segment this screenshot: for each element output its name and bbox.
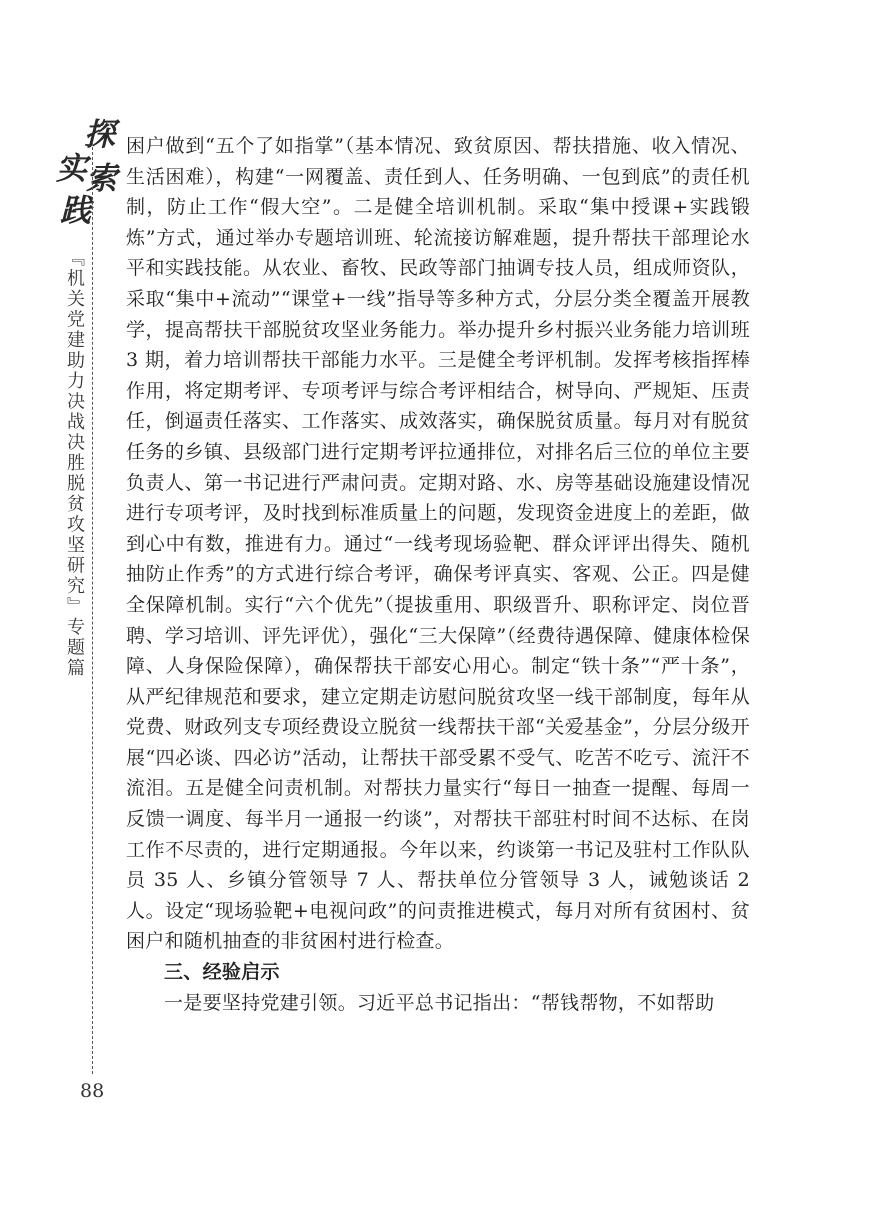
- page-number: 88: [80, 1080, 105, 1102]
- brand-char-suo: 索: [86, 161, 117, 197]
- paragraph: 一是要坚持党建引领。习近平总书记指出：“帮钱帮物，不如帮助: [164, 991, 715, 1014]
- section-heading: 三、经验启示: [164, 961, 280, 984]
- brand-char-jian: 践: [60, 193, 91, 229]
- paragraph: 困户做到“五个了如指掌”（基本情况、致贫原因、帮扶措施、收入情况、生活困难），构建“一网覆盖、责任到人、任务明确、一包到底”的责任机制，防止工作“假大空”。二是健全培训机制。采取“集中授课+实践锻炼”方式，通过举办专题培训班、轮流接访解难题，提升帮扶干部理论水平和实践技能。从农业、畜牧、民政等部门抽调专技人员，组成师资队，采取“集中+流动”“课堂+一线”指导等多种方式，分层分类全覆盖开展教学，提高帮扶干部脱贫攻坚业务能力。举办提升乡村振兴业务能力培训班 3 期，着力培训帮扶干部能力水平。三是健全考评机制。发挥考核指挥棒作用，将定期考评、专项考评与综合考评相结合，树导向、严规矩、压责任，倒逼责任落实、工作落实、成效落实，确保脱贫质量。每月对有脱贫任务的乡镇、县级部门进行定期考评拉通排位，对排名后三位的单位主要负责人、第一书记进行严肃问责。定期对路、水、房等基础设施建设情况进行专项考评，及时找到标准质量上的问题，发现资金进度上的差距，做到心中有数，推进有力。通过“一线考现场验靶、群众评评出得失、随机抽防止作秀”的方式进行综合考评，确保考评真实、客观、公正。四是健全保障机制。实行“六个优先”（提拔重用、职级晋升、职称评定、岗位晋聘、学习培训、评先评优），强化“三大保障”（经费待遇保障、健康体检保障、人身保险保障），确保帮扶干部安心用心。制定“铁十条”“严十条”，从严纪律规范和要求，建立定期走访慰问脱贫攻坚一线干部制度，每年从党费、财政列支专项经费设立脱贫一线帮扶干部“关爱基金”，分层分级开展“四必谈、四必访”活动，让帮扶干部受累不受气、吃苦不吃亏、流汗不流泪。五是健全问责机制。对帮扶力量实行“每日一抽查一提醒、每周一反馈一调度、每半月一通报一约谈”，对帮扶干部驻村时间不达标、在岗工作不尽责的，进行定期通报。今年以来，约谈第一书记及驻村工作队队员 35 人、乡镇分管领导 7 人、帮扶单位分管领导 3 人，诫勉谈话 2 人。设定“现场验靶+电视问政”的问责推进模式，每月对所有贫困村、贫困户和随机抽查的非贫困村进行检查。: [126, 135, 750, 953]
- body-text: [126, 131, 750, 1018]
- side-title: 『机关党建助力决战决胜脱贫攻坚研究』专题篇: [64, 248, 85, 679]
- brand-char-shi: 实: [56, 151, 87, 187]
- margin-dashed-divider: [92, 142, 93, 1074]
- brand-logo: [56, 117, 117, 229]
- brand-char-tan: 探: [84, 117, 115, 153]
